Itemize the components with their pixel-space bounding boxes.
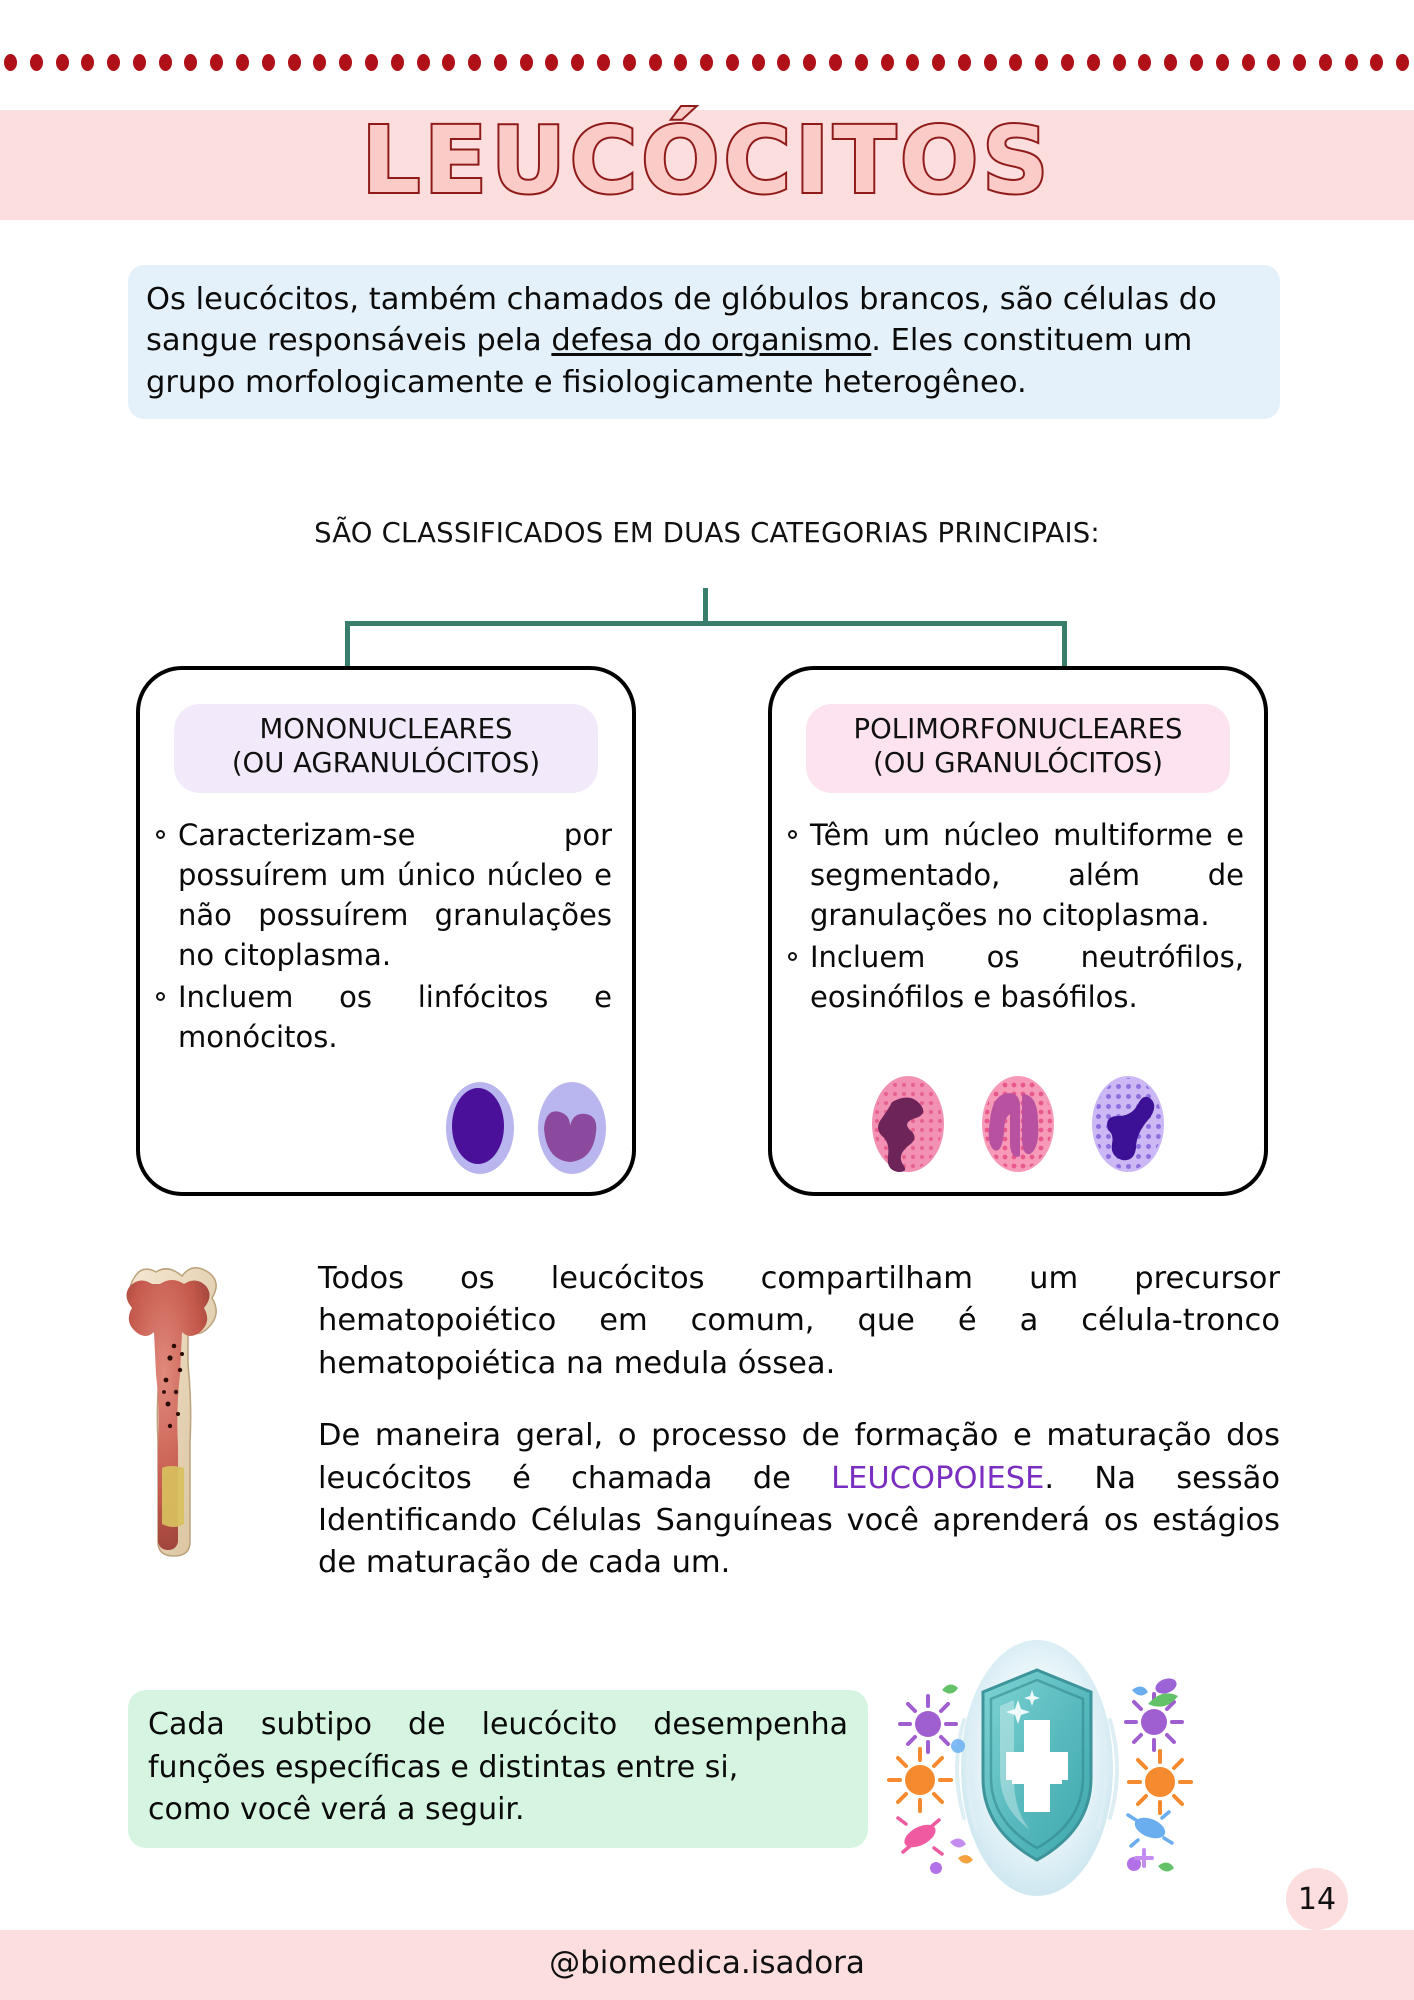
card-title-line1: POLIMORFONUCLEARES bbox=[853, 713, 1183, 745]
category-card-polimorfonucleares bbox=[768, 666, 1268, 1196]
cell-illustrations-mononucleares bbox=[438, 1078, 614, 1178]
dot-icon bbox=[726, 54, 739, 71]
dot-icon bbox=[1087, 54, 1100, 71]
dot-icon bbox=[1319, 54, 1332, 71]
dot-icon bbox=[649, 54, 662, 71]
dot-icon bbox=[906, 54, 919, 71]
card-title-line2: (OU GRANULÓCITOS) bbox=[872, 746, 1163, 779]
eosinophil-cell-icon bbox=[974, 1072, 1062, 1176]
cell-illustrations-polimorfonucleares bbox=[864, 1072, 1172, 1176]
neutrophil-cell-icon bbox=[864, 1072, 952, 1176]
flowchart-connector bbox=[0, 588, 1414, 668]
paragraph-leucopoiese bbox=[318, 1415, 1280, 1585]
dot-icon bbox=[468, 54, 481, 71]
dot-icon bbox=[958, 54, 971, 71]
dot-icon bbox=[56, 54, 69, 71]
connector-branch-right bbox=[1062, 621, 1067, 666]
connector-crossbar bbox=[345, 621, 1067, 626]
dot-icon bbox=[520, 54, 533, 71]
dot-icon bbox=[1293, 54, 1306, 71]
dot-icon bbox=[855, 54, 868, 71]
dot-icon bbox=[752, 54, 765, 71]
page-title: LEUCÓCITOS bbox=[361, 107, 1053, 214]
dot-icon bbox=[984, 54, 997, 71]
page-number-badge: 14 bbox=[1286, 1868, 1348, 1930]
intro-callout bbox=[128, 265, 1280, 419]
leucopoiese-highlight: LEUCOPOIESE bbox=[831, 1460, 1045, 1496]
callout-line2: como você verá a seguir. bbox=[148, 1792, 525, 1828]
callout-green-box bbox=[128, 1690, 868, 1848]
dot-icon bbox=[1370, 54, 1383, 71]
card-title-mononucleares bbox=[174, 704, 597, 793]
dot-icon bbox=[803, 54, 816, 71]
basophil-cell-icon bbox=[1084, 1072, 1172, 1176]
dot-icon bbox=[262, 54, 275, 71]
intro-underlined-phrase: defesa do organismo bbox=[551, 323, 872, 359]
card-body-mononucleares bbox=[154, 815, 612, 1057]
dot-icon bbox=[30, 54, 43, 71]
dot-icon bbox=[391, 54, 404, 71]
dot-icon bbox=[1267, 54, 1280, 71]
dot-icon bbox=[417, 54, 430, 71]
paragraph-pre-text: De maneira geral, o processo de formação e maturação dos leucócitos é chamada de bbox=[318, 1418, 1280, 1496]
dot-icon bbox=[107, 54, 120, 71]
dot-icon bbox=[1061, 54, 1074, 71]
dot-icon bbox=[494, 54, 507, 71]
dot-icon bbox=[1216, 54, 1229, 71]
dot-icon bbox=[1035, 54, 1048, 71]
dot-icon bbox=[1009, 54, 1022, 71]
dot-icon bbox=[1138, 54, 1151, 71]
list-item: Incluem os neutrófilos, eosinófilos e basófilos. bbox=[810, 937, 1244, 1017]
immunity-shield-with-germs-illustration bbox=[872, 1628, 1202, 1908]
dot-icon bbox=[1190, 54, 1203, 71]
list-item: Caracterizam-se por possuírem um único núcleo e não possuírem granulações no citoplasma. bbox=[178, 815, 612, 975]
dot-icon bbox=[777, 54, 790, 71]
intro-text-part2: . Eles constituem um grupo morfologicamente e fisiologicamente heterogêneo. bbox=[146, 323, 1193, 400]
category-card-mononucleares bbox=[136, 666, 636, 1196]
intro-text-part1: Os leucócitos, também chamados de glóbulos brancos, são células do sangue responsáveis pela bbox=[146, 282, 1217, 359]
dot-icon bbox=[339, 54, 352, 71]
dot-icon bbox=[184, 54, 197, 71]
connector-stem bbox=[703, 588, 708, 624]
dot-icon bbox=[1345, 54, 1358, 71]
dot-icon bbox=[1242, 54, 1255, 71]
card-title-line1: MONONUCLEARES bbox=[259, 713, 513, 745]
dot-icon bbox=[159, 54, 172, 71]
dot-icon bbox=[1113, 54, 1126, 71]
dot-icon bbox=[571, 54, 584, 71]
dot-icon bbox=[545, 54, 558, 71]
monocyte-cell-icon bbox=[530, 1078, 614, 1178]
dot-icon bbox=[365, 54, 378, 71]
dot-icon bbox=[4, 54, 17, 71]
card-body-polimorfonucleares bbox=[786, 815, 1244, 1017]
dot-icon bbox=[674, 54, 687, 71]
germ-cluster-right bbox=[1126, 1676, 1191, 1872]
dot-icon bbox=[932, 54, 945, 71]
dot-icon bbox=[597, 54, 610, 71]
dot-icon bbox=[210, 54, 223, 71]
paragraph-precursor: Todos os leucócitos compartilham um precursor hematopoiético em comum, que é a célula-tronco hematopoiética na medula óssea. bbox=[318, 1261, 1280, 1381]
dot-icon bbox=[881, 54, 894, 71]
dotted-rule-divider bbox=[0, 52, 1414, 72]
list-item: Incluem os linfócitos e monócitos. bbox=[178, 977, 612, 1057]
card-title-polimorfonucleares bbox=[806, 704, 1229, 793]
dot-icon bbox=[236, 54, 249, 71]
femur-bone-marrow-illustration bbox=[126, 1258, 246, 1558]
germ-cluster-left bbox=[889, 1684, 973, 1874]
dot-icon bbox=[313, 54, 326, 71]
dot-icon bbox=[133, 54, 146, 71]
dot-icon bbox=[623, 54, 636, 71]
lymphocyte-cell-icon bbox=[438, 1078, 522, 1178]
paragraph-post-text: . Na sessão Identificando Células Sanguíneas você aprenderá os estágios de maturação de cada um. bbox=[318, 1460, 1280, 1581]
dot-icon bbox=[442, 54, 455, 71]
classification-heading: SÃO CLASSIFICADOS EM DUAS CATEGORIAS PRINCIPAIS: bbox=[314, 517, 1100, 549]
dot-icon bbox=[288, 54, 301, 71]
shield-svg bbox=[872, 1628, 1202, 1908]
callout-line1: Cada subtipo de leucócito desempenha funções específicas e distintas entre si, bbox=[148, 1707, 848, 1785]
dot-icon bbox=[1396, 54, 1409, 71]
dot-icon bbox=[1164, 54, 1177, 71]
dot-icon bbox=[700, 54, 713, 71]
footer-handle: @biomedica.isadora bbox=[549, 1945, 865, 1981]
dot-icon bbox=[81, 54, 94, 71]
list-item: Têm um núcleo multiforme e segmentado, além de granulações no citoplasma. bbox=[810, 815, 1244, 935]
card-title-line2: (OU AGRANULÓCITOS) bbox=[231, 746, 541, 779]
dot-icon bbox=[829, 54, 842, 71]
connector-branch-left bbox=[345, 621, 350, 666]
middle-text-block bbox=[318, 1258, 1280, 1585]
bone-svg bbox=[126, 1258, 246, 1558]
